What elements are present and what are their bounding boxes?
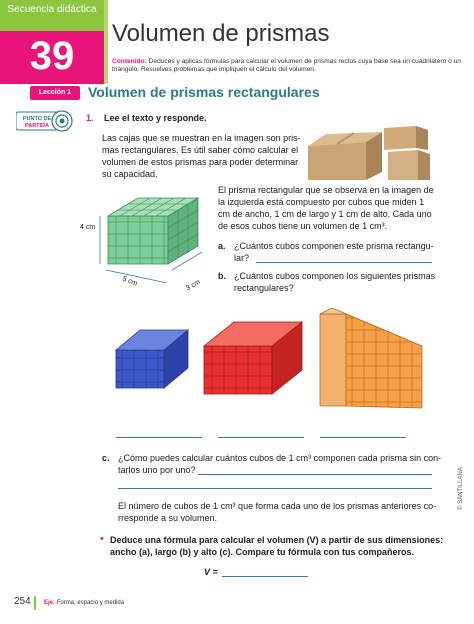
q1-para2-l2: la izquierda está compuesto por cubos que miden 1 xyxy=(218,197,425,207)
q1-instruction-row xyxy=(86,112,207,124)
cardboard-boxes-image xyxy=(304,126,432,182)
sequence-header-box xyxy=(0,0,104,84)
q1c-l2: tarlos uno por uno? xyxy=(118,465,196,475)
formula-answer-line[interactable] xyxy=(222,576,308,577)
q1c-para-l2: rresponde a su volumen. xyxy=(118,513,218,523)
answer-line-blue[interactable] xyxy=(116,437,202,438)
answer-line-red[interactable] xyxy=(218,437,304,438)
q1-para2-l1: El prisma rectangular que se observa en la imagen de xyxy=(218,185,434,195)
green-prism-4x5x3 xyxy=(80,186,210,292)
footer-divider xyxy=(34,596,36,610)
answer-line-c1[interactable] xyxy=(198,474,432,475)
header-stripe xyxy=(104,0,108,84)
lesson-title: Volumen de prismas rectangulares xyxy=(88,84,320,100)
formula-label: V = xyxy=(204,567,218,577)
q1b-label: b. xyxy=(218,271,226,281)
label-depth: 3 cm xyxy=(185,278,202,293)
blue-prism xyxy=(110,322,194,392)
punto-de-partida-icon xyxy=(16,110,74,132)
q1-para2-l3: cm de ancho, 1 cm de largo y 1 cm de alto. Cada uno xyxy=(218,209,432,219)
q1a-label: a. xyxy=(218,241,226,251)
q1d-l2: ancho (a), largo (b) y alto (c). Compare tu fórmula con tus compañeros. xyxy=(110,547,415,557)
q1-para1-l4: su capacidad. xyxy=(102,169,158,179)
contenido-body: Deduces y aplicas fórmulas para calcular el volumen de prismas rectos cuya base sea un cuadrilátero o un triángulo. Resuelves problemas que impliquen el cálculo del volumen. xyxy=(112,58,461,73)
red-prism xyxy=(200,316,308,398)
answer-line-a[interactable] xyxy=(256,262,432,263)
q1-para2-l4: de esos cubos tiene un volumen de 1 cm³. xyxy=(218,221,388,231)
footer-eje-text: Forma, espacio y medida xyxy=(56,600,125,606)
bullet-icon: • xyxy=(100,533,104,545)
sequence-number: 39 xyxy=(29,34,75,78)
q1c-para-l1: El número de cubos de 1 cm³ que forma cada uno de los prismas anteriores co- xyxy=(118,501,437,511)
sequence-label: Secuencia didáctica xyxy=(7,4,97,15)
q1-instruction: Lee el texto y responde. xyxy=(104,113,207,123)
page-title: Volumen de prismas xyxy=(112,20,330,47)
label-height: 4 cm xyxy=(80,224,96,231)
q1a-l1: ¿Cuántos cubos componen este prisma rectangu- xyxy=(234,241,434,251)
answer-line-c2[interactable] xyxy=(118,488,432,489)
contenido-label: Contenido: xyxy=(112,58,147,65)
footer-eje-label: Eje: xyxy=(44,600,56,606)
contenido-text xyxy=(112,58,464,74)
q1b-l2: rectangulares? xyxy=(234,283,294,293)
q1b-l1: ¿Cuántos cubos componen los siguientes prismas xyxy=(234,271,436,281)
footer-eje xyxy=(44,600,124,606)
answer-line-orange[interactable] xyxy=(320,437,406,438)
q1d-l1: Deduce una fórmula para calcular el volumen (V) a partir de sus dimensiones: xyxy=(110,535,444,545)
orange-prism xyxy=(316,306,428,412)
punto-line2: PARTIDA xyxy=(24,123,50,129)
q1-number: 1. xyxy=(86,113,94,123)
q1-para1-l3: volumen de estos prismas para poder determinar xyxy=(102,157,299,167)
q1a-l2: lar? xyxy=(234,253,250,263)
page-number: 254 xyxy=(14,596,31,607)
q1c-l1: ¿Cómo puedes calcular cuántos cubos de 1 cm³ componen cada prisma sin con- xyxy=(118,453,442,463)
label-width: 5 cm xyxy=(121,275,139,288)
q1-para1-l2: mas rectangulares. Es útil saber cómo calcular el xyxy=(102,145,299,155)
q1-para1-l1: Las cajas que se muestran en la imagen son pris- xyxy=(102,133,301,143)
lesson-badge: Lección 1 xyxy=(30,86,80,100)
q1c-label: c. xyxy=(102,453,110,463)
punto-line1: PUNTO DE xyxy=(22,116,52,122)
publisher-mark: © SANTILLANA xyxy=(458,467,464,510)
